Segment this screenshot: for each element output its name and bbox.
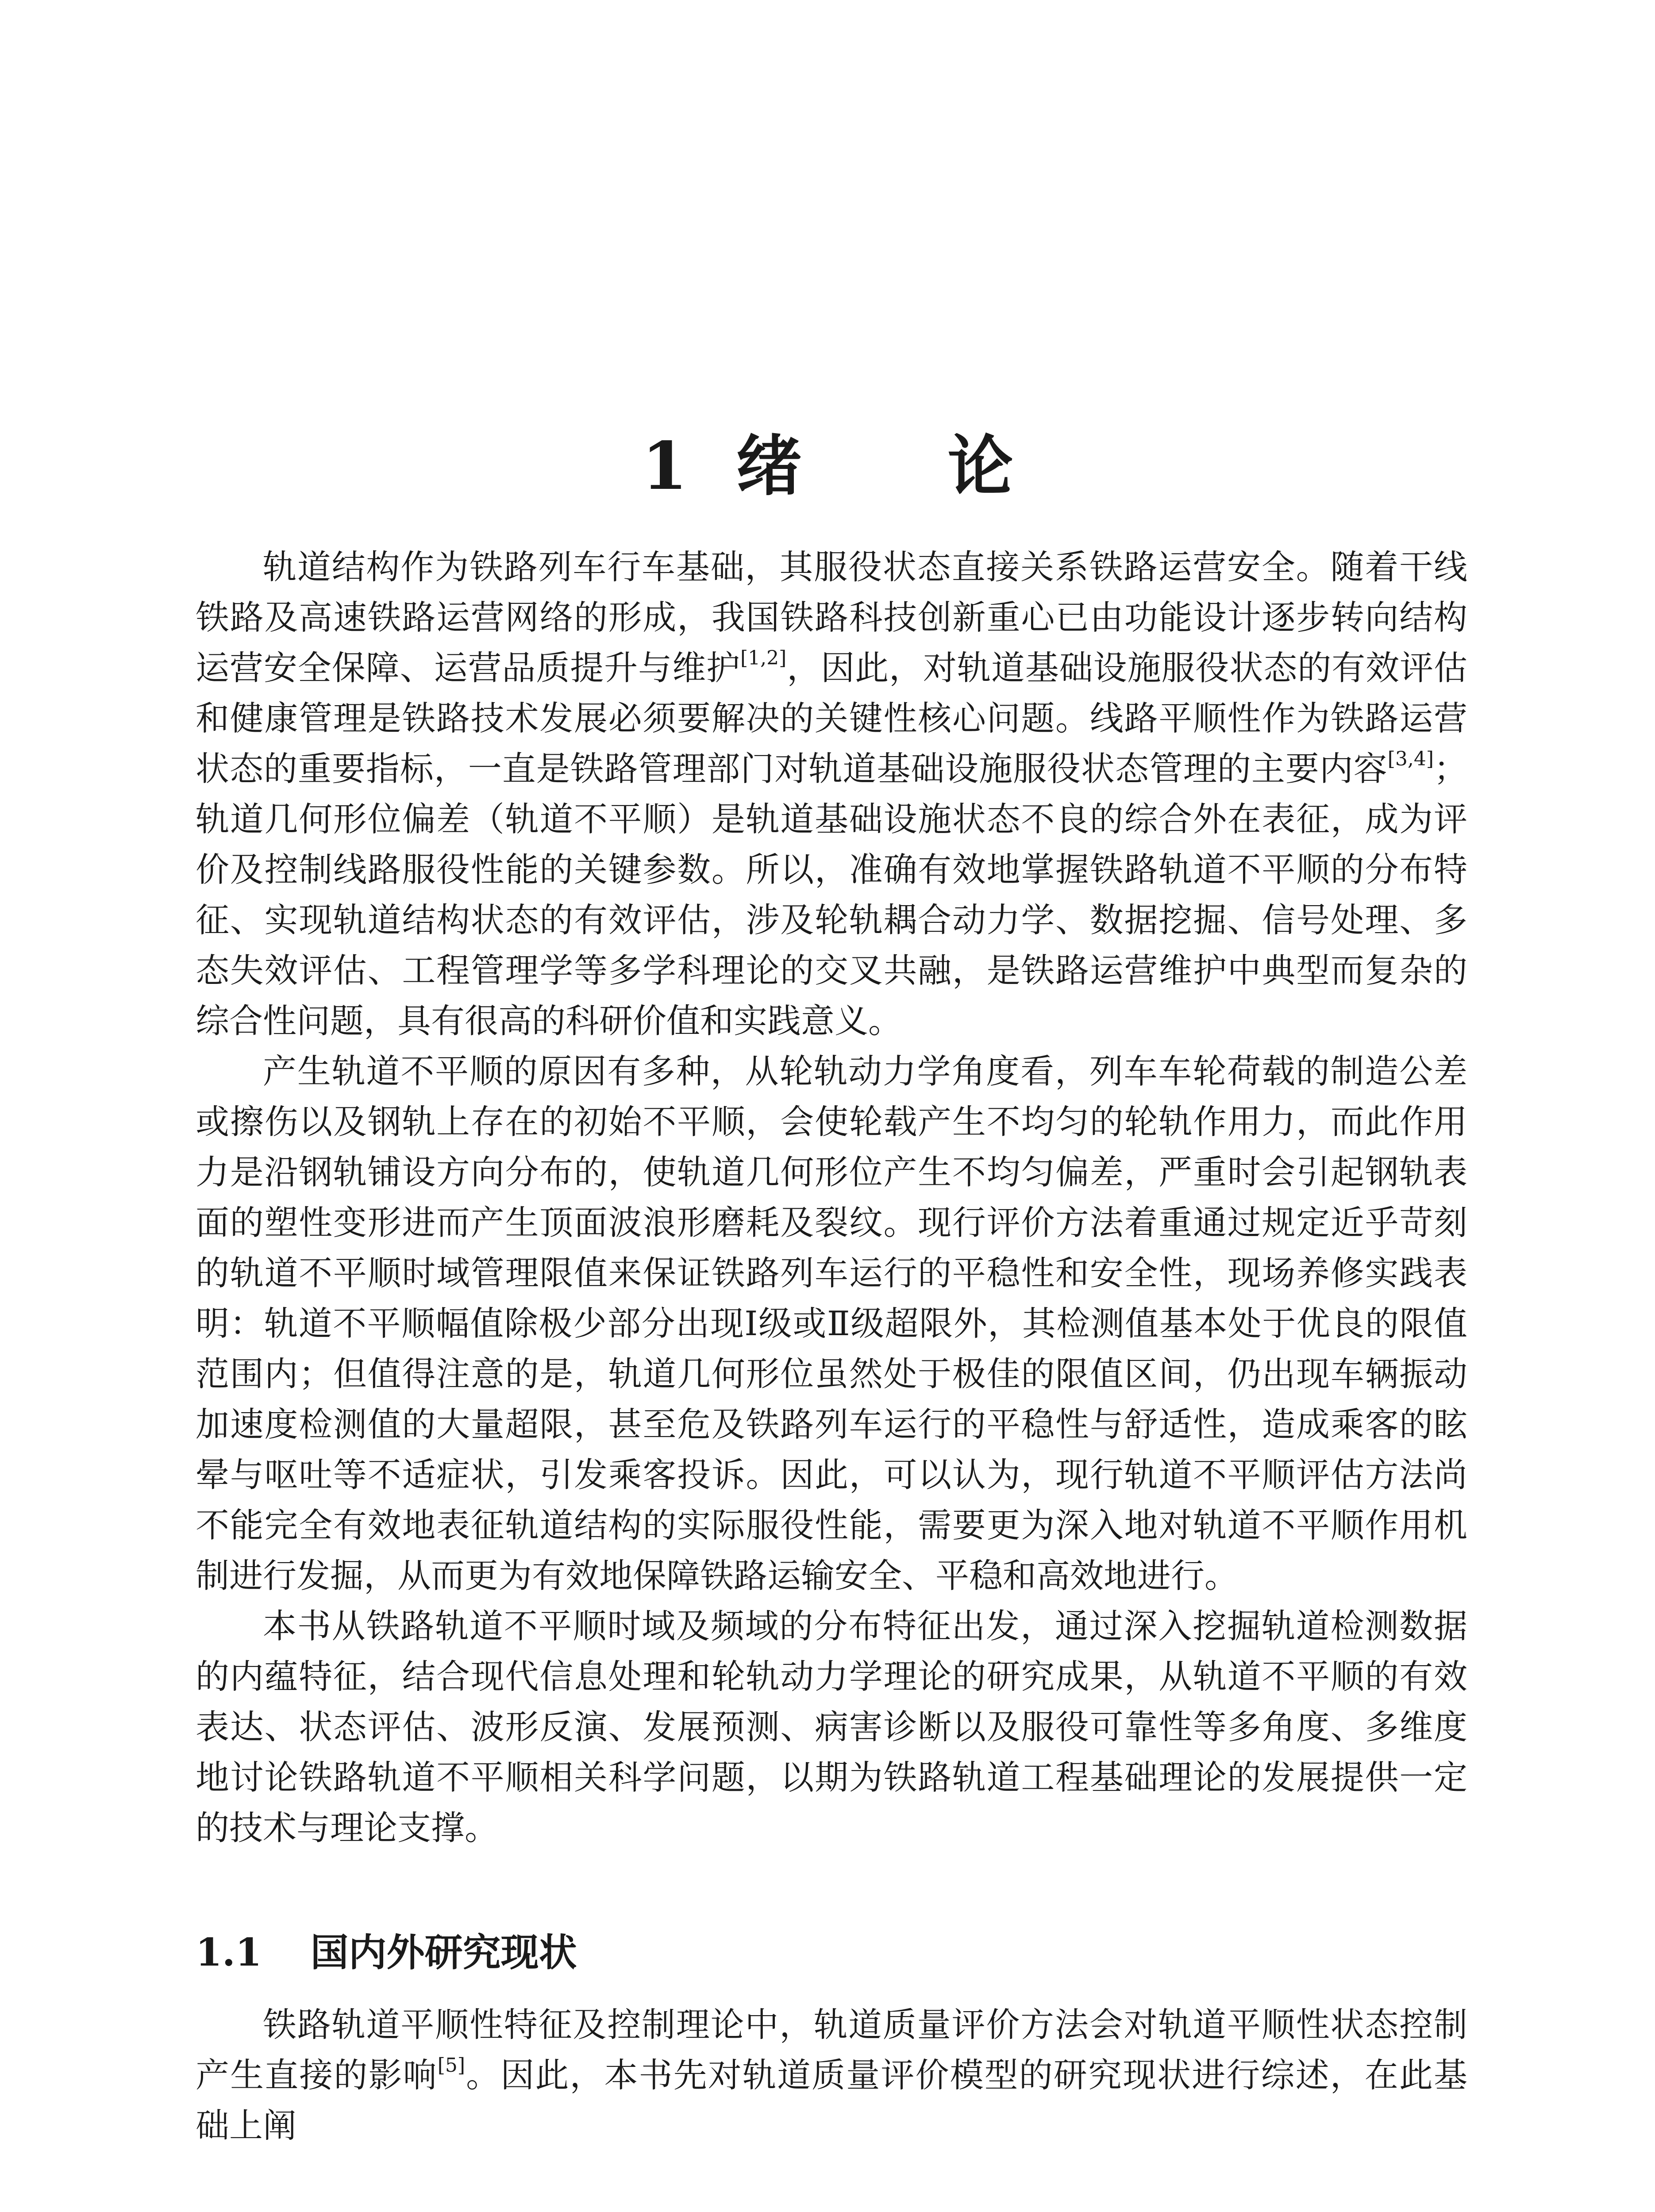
chapter-body [196, 542, 1467, 1853]
paragraph-3: 本书从铁路轨道不平顺时域及频域的分布特征出发，通过深入挖掘轨道检测数据的内蕴特征，结合现代信息处理和轮轨动力学理论的研究成果，从轨道不平顺的有效表达、状态评估、波形反演、发展预测、病害诊断以及服役可靠性等多角度、多维度地讨论铁路轨道不平顺相关科学问题，以期为铁路轨道工程基础理论的发展提供一定的技术与理论支撑。 [196, 1606, 1467, 1847]
chapter-title-char-1: 绪 [736, 427, 802, 505]
citation-3-4: [3,4] [1387, 748, 1434, 770]
section-paragraph [196, 2000, 1467, 2151]
citation-5: [5] [437, 2054, 466, 2077]
section-title: 国内外研究现状 [310, 1931, 577, 1975]
paragraph-1 [196, 542, 1467, 1046]
section-paragraph-text-a: 铁路轨道平顺性特征及控制理论中，轨道质量评价方法会对轨道平顺性状态控制产生直接的影响 [196, 2005, 1467, 2095]
paragraph-2: 产生轨道不平顺的原因有多种，从轮轨动力学角度看，列车车轮荷载的制造公差或擦伤以及钢轨上存在的初始不平顺，会使轮载产生不均匀的轮轨作用力，而此作用力是沿钢轨铺设方向分布的，使轨道几何形位产生不均匀偏差，严重时会引起钢轨表面的塑性变形进而产生顶面波浪形磨耗及裂纹。现行评价方法着重通过规定近乎苛刻的轨道不平顺时域管理限值来保证铁路列车运行的平稳性和安全性，现场养修实践表明：轨道不平顺幅值除极少部分出现Ⅰ级或Ⅱ级超限外，其检测值基本处于优良的限值范围内；但值得注意的是，轨道几何形位虽然处于极佳的限值区间，仍出现车辆振动加速度检测值的大量超限，甚至危及铁路列车运行的平稳性与舒适性，造成乘客的眩晕与呕吐等不适症状，引发乘客投诉。因此，可以认为，现行轨道不平顺评估方法尚不能完全有效地表征轨道结构的实际服役性能，需要更为深入地对轨道不平顺作用机制进行发掘，从而更为有效地保障铁路运输安全、平稳和高效地进行。 [196, 1052, 1467, 1595]
section-number: 1.1 [196, 1930, 262, 1975]
chapter-number: 1 [642, 427, 688, 505]
citation-1-2: [1,2] [740, 647, 787, 669]
section-heading [196, 1930, 577, 1975]
chapter-title [0, 427, 1655, 505]
section-paragraph-text-b: 。因此，本书先对轨道质量评价模型的研究现状进行综述，在此基础上阐 [196, 2055, 1468, 2145]
section-body [196, 2000, 1467, 2151]
paragraph-1-text-c: ；轨道几何形位偏差（轨道不平顺）是轨道基础设施状态不良的综合外在表征，成为评价及控制线路服役性能的关键参数。所以，准确有效地掌握铁路轨道不平顺的分布特征、实现轨道结构状态的有效评估，涉及轮轨耦合动力学、数据挖掘、信号处理、多态失效评估、工程管理学等多学科理论的交叉共融，是铁路运营维护中典型而复杂的综合性问题，具有很高的科研价值和实践意义。 [196, 749, 1467, 1041]
paragraph-1-text-a: 轨道结构作为铁路列车行车基础，其服役状态直接关系铁路运营安全。随着干线铁路及高速铁路运营网络的形成，我国铁路科技创新重心已由功能设计逐步转向结构运营安全保障、运营品质提升与维护 [196, 547, 1467, 687]
chapter-title-char-2: 论 [947, 427, 1013, 505]
paragraph-1-text-b: ，因此，对轨道基础设施服役状态的有效评估和健康管理是铁路技术发展必须要解决的关键性核心问题。线路平顺性作为铁路运营状态的重要指标，一直是铁路管理部门对轨道基础设施服役状态管理的主要内容 [196, 648, 1468, 788]
